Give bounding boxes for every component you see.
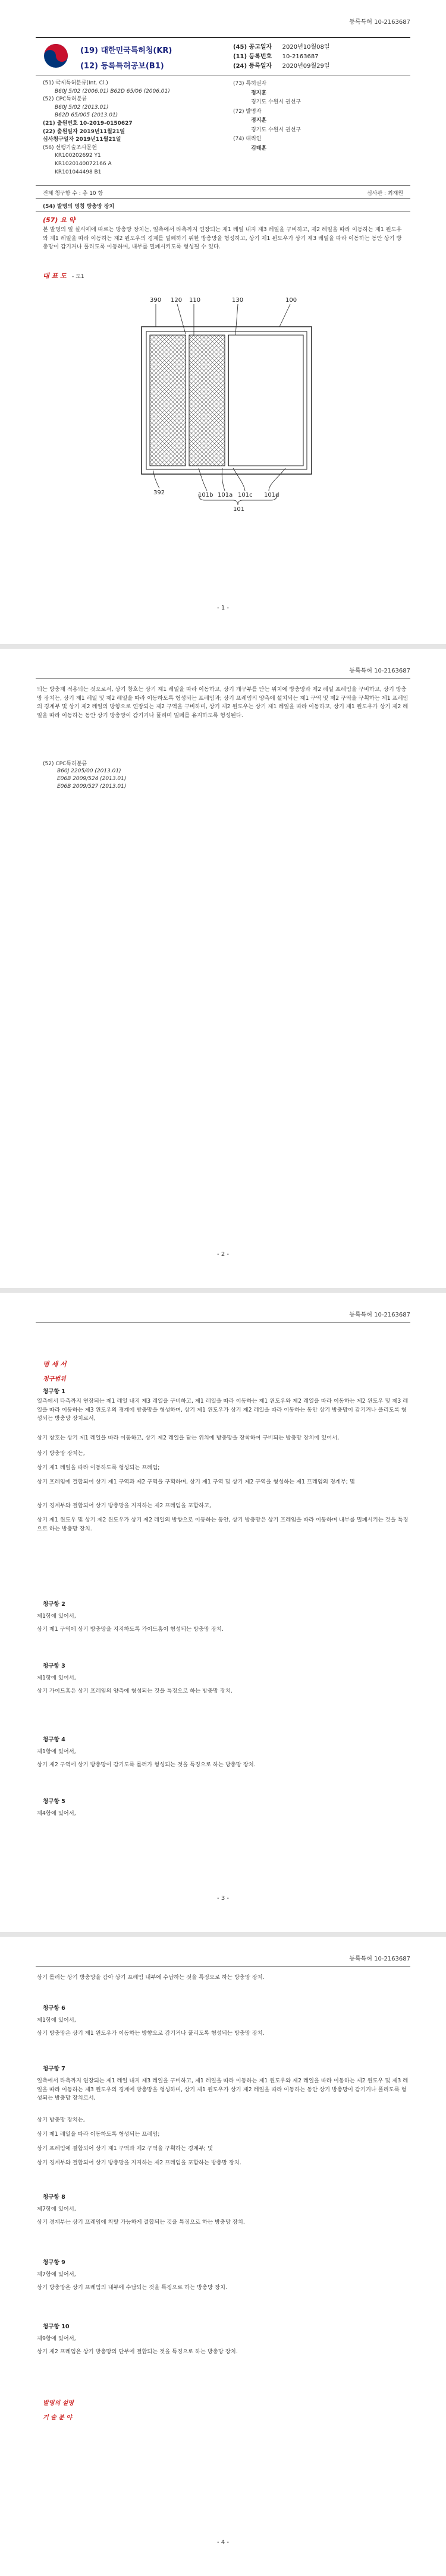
- claim-7-text-3: 상기 제1 레일을 따라 이동하도록 형성되는 프레임;: [37, 2131, 160, 2138]
- claim-1-text-2: 상기 창호는 상기 제1 레일을 따라 이동하고, 상기 제2 레일을 닫는 위치에 방충망을 장착하여 구비되는 방충망 장치에 있어서,: [37, 1435, 340, 1441]
- representative-figure: [0, 279, 446, 541]
- claim-1-text-5: 상기 프레임에 결합되어 상기 제1 구역과 제2 구역을 구획하며, 상기 제1 구역 및 상기 제2 구역을 형성하는 제1 프레임의 경계부; 및: [37, 1479, 355, 1485]
- claim-5-continued-text: 상기 롤러는 상기 방충망을 감아 상기 프레임 내부에 수납하는 것을 특징으로 하는 방충망 장치.: [37, 1974, 265, 1981]
- total-claims: 전체 청구항 수 : 총 10 항: [43, 191, 103, 197]
- rep-fig-value: - 도1: [72, 274, 84, 280]
- abstract-title: (57) 요 약: [43, 216, 76, 224]
- reg-date-value: 2020년09월29일: [282, 63, 330, 70]
- field-application-date: (22) 출원일자 2019년11월21일: [43, 128, 125, 135]
- patent-page-3: [0, 1293, 446, 1932]
- cpc-item: B60J 2205/00 (2013.01): [57, 768, 121, 774]
- patent-page-2: [0, 649, 446, 1288]
- fig-label-392: 392: [153, 490, 165, 496]
- cpc-list: [57, 768, 126, 791]
- fig-label-101: 101: [233, 506, 245, 513]
- claim-2-text-2: 상기 제1 구역에 상기 방충망을 지지하도록 가이드홈이 형성되는 방충망 장치.: [37, 1626, 224, 1633]
- claim-3-title: 청구항 3: [43, 1663, 65, 1669]
- cpc-item: E06B 2009/524 (2013.01): [57, 776, 127, 782]
- field-inventor-address: 경기도 수원시 권선구: [251, 127, 301, 133]
- field-cpc-value-2: B62D 65/005 (2013.01): [55, 112, 118, 119]
- page-footer: - 4 -: [217, 2539, 229, 2546]
- patent-page-1: [0, 0, 446, 644]
- announce-value: 2020년10월08일: [282, 44, 330, 50]
- claim-2-title: 청구항 2: [43, 1601, 65, 1608]
- claim-7-text-5: 상기 경계부와 결합되어 상기 방충망을 지지하는 제2 프레임을 포함하는 방충망 장치.: [37, 2160, 241, 2166]
- claims-title: 청구범위: [43, 1376, 66, 1382]
- claim-4-text-2: 상기 제2 구역에 상기 방충망이 감기도록 롤러가 형성되는 것을 특징으로 하는 방충망 장치.: [37, 1761, 256, 1768]
- claim-1-text-3: 상기 방충망 장치는,: [37, 1450, 85, 1457]
- page-separator: [0, 1288, 446, 1293]
- page-number-label: 등록특허 10-2163687: [349, 668, 410, 674]
- page-footer: - 2 -: [217, 1251, 229, 1258]
- rep-fig-label: 대 표 도: [43, 272, 67, 280]
- claim-3-text-2: 상기 가이드홈은 상기 프레임의 양측에 형성되는 것을 특징으로 하는 방충망 장치.: [37, 1688, 233, 1694]
- announce-label: (45) 공고일자: [233, 44, 272, 50]
- field-prior-art-1: KR100202692 Y1: [55, 153, 101, 159]
- reg-no-value: 10-2163687: [282, 53, 319, 60]
- fig-label-101d: 101d: [264, 492, 279, 498]
- field-patentee-address: 경기도 수원시 권선구: [251, 99, 301, 105]
- body-text: 되는 방충재 적용되는 것으로서, 상기 창호는 상기 제1 레일을 따라 이동하고, 상기 개구부를 닫는 위치에 방충망과 제2 레일 프레임을 구비하고, 상기 방충망 장치는, 상기 제1 레일 및 제2 레일을 따라 이동하도록 형성되는 프레임과; 상기 프레임의 양측에 설치되는 제1 구역 및 제2 구역을 구획하는 제1 프레임의 경계부 및 상기 제2 레일의 방향으로 연장되는 제2 구역을 구비하며, 상기 제2 윈도우는 상기 제1 레일을 따라 이동하고, 상기 제1 윈도우가 상기 제2 레일을 따라 이동하는 동안 상기 방충망이 감기거나 풀리며 밀폐를 유지하도록 형성된다.: [37, 686, 409, 719]
- examiner: 심사관 : 최재원: [367, 191, 403, 197]
- page-separator: [0, 1932, 446, 1937]
- page-number-label: 등록특허 10-2163687: [349, 1956, 410, 1962]
- claim-5-title: 청구항 5: [43, 1798, 65, 1805]
- field-ipc-label: (51) 국제특허분류(Int. Cl.): [43, 80, 108, 86]
- page-top-rule: [36, 678, 410, 679]
- claim-1-title: 청구항 1: [43, 1388, 65, 1395]
- fig-label-110: 110: [189, 297, 201, 304]
- field-cpc-value-1: B60J 5/02 (2013.01): [55, 104, 109, 111]
- title-bottom-rule: [36, 211, 410, 212]
- claim-6-title: 청구항 6: [43, 2005, 65, 2012]
- field-inventor-name: 정지훈: [251, 118, 267, 124]
- fig-label-101a: 101a: [218, 492, 233, 498]
- claim-10-title: 청구항 10: [43, 2324, 70, 2330]
- claim-7-title: 청구항 7: [43, 2066, 65, 2072]
- field-ipc-value: B60J 5/02 (2006.01) B62D 65/06 (2006.01): [55, 88, 170, 94]
- office-label: (19) 대한민국특허청(KR): [80, 46, 172, 55]
- title-top-rule: [36, 198, 410, 199]
- abstract-text: 본 발명의 일 실시예에 따르는 방충망 장치는, 일측에서 타측까지 연장되는 제1 레일 내지 제3 레일을 구비하고, 제2 레일을 따라 이동하는 제1 윈도우와 제1 레일을 따라 이동하는 제2 윈도우의 경계를 밀폐하기 위한 방충망을 형성하고, 상기 제1 윈도우가 상기 제3 레일을 따라 이동하는 동안 상기 방충망이 감기거나 풀리도록 이동하며, 내부를 밀폐시키도록 형성될 수 있다.: [43, 226, 402, 251]
- claims-bar-top-rule: [36, 185, 410, 186]
- header-right-block: [233, 43, 330, 71]
- claim-7-text-2: 상기 방충망 장치는,: [37, 2117, 85, 2123]
- fig-label-390: 390: [150, 297, 162, 304]
- claim-1-text-7: 상기 제1 윈도우 및 상기 제2 윈도우가 상기 제2 레일의 방향으로 이동하는 동안, 상기 방충망은 상기 프레임을 따라 이동하며 내부를 밀폐시키는 것을 특징으로 하는 방충망 장치.: [37, 1517, 409, 1532]
- claim-6-text-1: 제1항에 있어서,: [37, 2017, 76, 2023]
- fig-label-120: 120: [171, 297, 183, 304]
- claim-9-text-2: 상기 방충망은 상기 프레임의 내부에 수납되는 것을 특징으로 하는 방충망 장치.: [37, 2284, 227, 2291]
- claim-9-title: 청구항 9: [43, 2259, 65, 2266]
- claim-4-title: 청구항 4: [43, 1737, 65, 1743]
- left-fields: [43, 80, 170, 176]
- claim-10-text-2: 상기 제2 프레임은 상기 방충망의 단부에 결합되는 것을 특징으로 하는 방충망 장치.: [37, 2348, 238, 2355]
- field-inventor-label: (72) 발명자: [233, 108, 262, 115]
- page-number-label: 등록특허 10-2163687: [349, 19, 410, 26]
- page-number-label: 등록특허 10-2163687: [349, 1312, 410, 1318]
- reg-no-label: (11) 등록번호: [233, 53, 272, 60]
- claim-1-text: 일측에서 타측까지 연장되는 제1 레일 내지 제3 레일을 구비하고, 제1 레일을 따라 이동하는 제1 윈도우와 제2 레일을 따라 이동하는 제2 윈도우 및 제3 레일을 따라 이동하는 제3 윈도우의 경계에 방충망을 형성하며, 상기 제1 윈도우가 상기 제2 레일을 따라 이동하는 동안 상기 방충망이 감기거나 풀리도록 형성되는 방충망 장치로서,: [37, 1398, 409, 1422]
- page-footer: - 1 -: [217, 605, 229, 611]
- field-prior-art-2: KR1020140072166 A: [55, 160, 112, 167]
- field-agent-label: (74) 대리인: [233, 136, 262, 142]
- right-fields: [233, 80, 301, 153]
- claim-6-text-2: 상기 방충망은 상기 제1 윈도우가 이동하는 방향으로 감기거나 풀리도록 형성되는 방충망 장치.: [37, 2030, 265, 2037]
- field-cpc-label: (52) CPC특허분류: [43, 96, 87, 103]
- description-title: 발명의 설명: [43, 2400, 74, 2407]
- cpc-header: (52) CPC특허분류: [43, 761, 87, 767]
- claim-8-text-2: 상기 경계부는 상기 프레임에 착탈 가능하게 결합되는 것을 특징으로 하는 방충망 장치.: [37, 2219, 245, 2225]
- claim-9-text-1: 제7항에 있어서,: [37, 2271, 76, 2278]
- page-footer: - 3 -: [217, 1895, 229, 1902]
- claim-3-text-1: 제1항에 있어서,: [37, 1675, 76, 1681]
- section-title: 명 세 서: [43, 1360, 67, 1368]
- field-prior-art-label: (56) 선행기술조사문헌: [43, 144, 97, 151]
- field-patentee-name: 정지훈: [251, 90, 267, 96]
- claim-8-title: 청구항 8: [43, 2194, 65, 2201]
- claim-4-text-1: 제1항에 있어서,: [37, 1748, 76, 1755]
- taegeuk-logo: [43, 43, 69, 69]
- patent-page-4: [0, 1937, 446, 2576]
- page-top-rule: [36, 1966, 410, 1967]
- page-top-rule: [36, 1322, 410, 1323]
- fig-label-130: 130: [232, 297, 244, 304]
- claim-7-text-1: 일측에서 타측까지 연장되는 제1 레일 내지 제3 레일을 구비하고, 제1 레일을 따라 이동하는 제1 윈도우와 제2 레일을 따라 이동하는 제2 윈도우 및 제3 레일을 따라 이동하는 제3 윈도우의 경계에 방충망을 형성하며, 상기 제1 윈도우가 상기 제2 레일을 따라 이동하는 동안 상기 방충망이 감기거나 풀리도록 형성되는 방충망 장치로서,: [37, 2078, 409, 2102]
- technical-field-title: 기 술 분 야: [43, 2414, 73, 2421]
- claim-1-text-4: 상기 제1 레일을 따라 이동하도록 형성되는 프레임;: [37, 1464, 160, 1471]
- claim-8-text-1: 제7항에 있어서,: [37, 2206, 76, 2212]
- cpc-item: E06B 2009/527 (2013.01): [57, 784, 127, 790]
- field-agent-name: 김태훈: [251, 145, 267, 151]
- field-exam-request-date: 심사청구일자 2019년11월21일: [43, 137, 121, 143]
- page-separator: [0, 644, 446, 649]
- reg-date-label: (24) 등록일자: [233, 63, 272, 70]
- claim-1-text-6: 상기 경계부와 결합되어 상기 방충망을 지지하는 제2 프레임을 포함하고,: [37, 1502, 211, 1509]
- field-application-no: (21) 출원번호 10-2019-0150627: [43, 120, 133, 127]
- claim-5-text-1: 제4항에 있어서,: [37, 1810, 76, 1817]
- fig-label-101c: 101c: [238, 492, 253, 498]
- field-patentee-label: (73) 특허권자: [233, 81, 267, 87]
- fig-label-101b: 101b: [198, 492, 213, 498]
- claim-7-text-4: 상기 프레임에 결합되어 상기 제1 구역과 제2 구역을 구획하는 경계부; 및: [37, 2145, 213, 2152]
- claim-2-text-1: 제1항에 있어서,: [37, 1613, 76, 1620]
- fig-label-100: 100: [285, 297, 297, 304]
- invention-title: (54) 발명의 명칭 방충망 장치: [43, 204, 115, 210]
- claim-10-text-1: 제9항에 있어서,: [37, 2335, 76, 2342]
- header-top-rule: [36, 37, 410, 38]
- gazette-label: (12) 등록특허공보(B1): [80, 62, 164, 71]
- field-prior-art-3: KR101044498 B1: [55, 169, 102, 175]
